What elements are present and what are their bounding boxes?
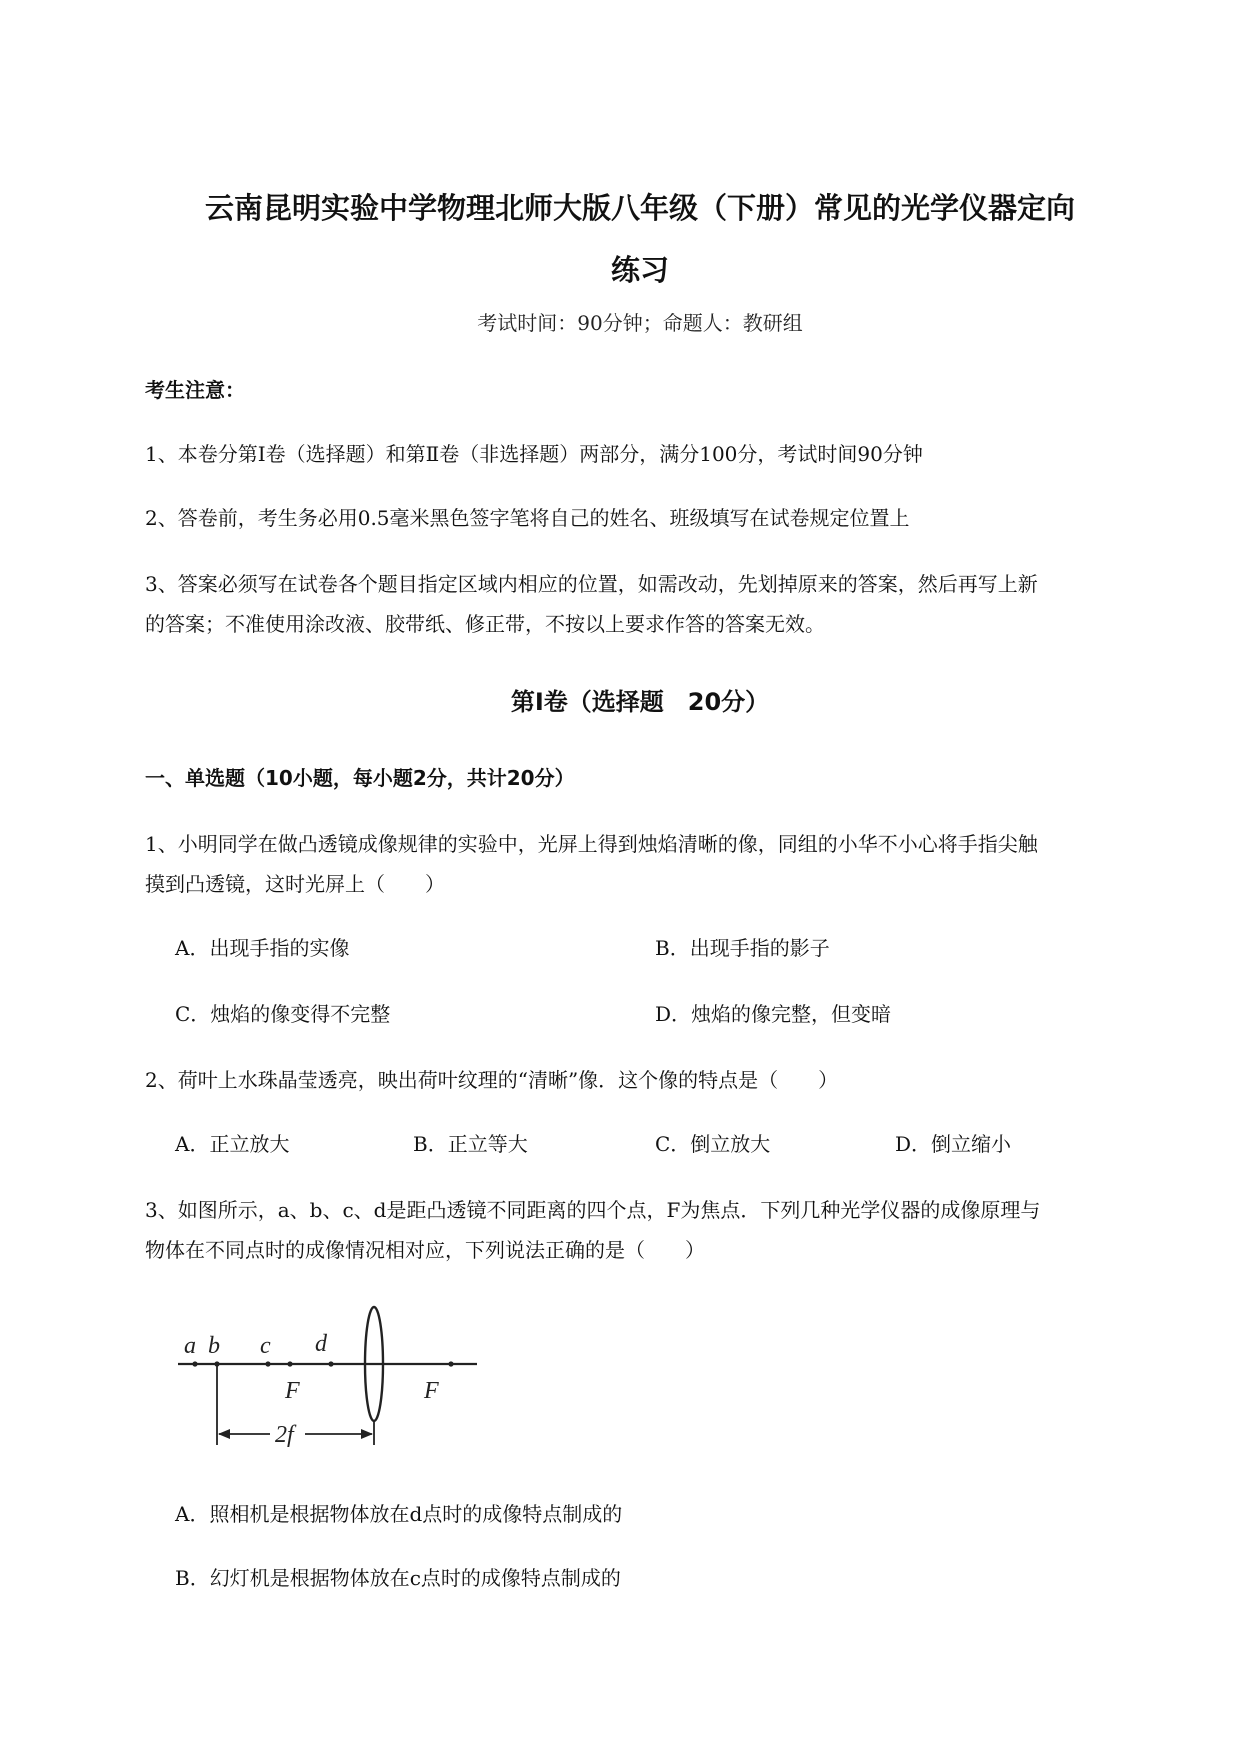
point-d (328, 1361, 333, 1366)
label-2f: 2f (275, 1422, 294, 1448)
section-title: 第Ⅰ卷（选择题 20分） (510, 688, 770, 716)
notice-item-1: 1、本卷分第Ⅰ卷（选择题）和第Ⅱ卷（非选择题）两部分，满分100分，考试时间90分钟 (145, 442, 923, 466)
q1-option-d: D．烛焰的像完整，但变暗 (655, 1002, 892, 1026)
point-f-left (287, 1361, 292, 1366)
exam-title-line1: 云南昆明实验中学物理北师大版八年级（下册）常见的光学仪器定向 (204, 191, 1075, 225)
q1-line2: 摸到凸透镜，这时光屏上（ ） (145, 872, 445, 896)
notice-item-3-line2: 的答案；不准使用涂改液、胶带纸、修正带，不按以上要求作答的答案无效。 (145, 612, 825, 636)
2f-arrowhead-left (218, 1429, 230, 1439)
q3-line1: 3、如图所示，a、b、c、d是距凸透镜不同距离的四个点，F为焦点．下列几种光学仪器的成像原理与 (145, 1198, 1041, 1222)
q2-option-b: B．正立等大 (413, 1132, 528, 1156)
q3-line2: 物体在不同点时的成像情况相对应，下列说法正确的是（ ） (145, 1238, 705, 1262)
point-a (192, 1361, 197, 1366)
q2-option-d: D．倒立缩小 (895, 1132, 1012, 1156)
part-heading: 一、单选题（10小题，每小题2分，共计20分） (145, 766, 575, 790)
q3-option-a: A．照相机是根据物体放在d点时的成像特点制成的 (175, 1502, 623, 1526)
q2-option-c: C．倒立放大 (655, 1132, 771, 1156)
notice-item-3-line1: 3、答案必须写在试卷各个题目指定区域内相应的位置，如需改动，先划掉原来的答案，然后再写上新 (145, 572, 1038, 596)
label-c: c (260, 1333, 271, 1359)
label-f-right: F (424, 1378, 439, 1404)
exam-title-line2: 练习 (610, 253, 669, 287)
2f-arrowhead-right (361, 1429, 373, 1439)
exam-meta: 考试时间：90分钟；命题人：教研组 (477, 311, 803, 335)
label-d: d (315, 1331, 327, 1357)
point-c (265, 1361, 270, 1366)
q1-option-c: C．烛焰的像变得不完整 (175, 1002, 391, 1026)
label-a: a (184, 1333, 196, 1359)
notice-heading: 考生注意： (145, 378, 245, 402)
point-f-right (448, 1361, 453, 1366)
notice-item-2: 2、答卷前，考生务必用0.5毫米黑色签字笔将自己的姓名、班级填写在试卷规定位置上 (145, 506, 910, 530)
q1-option-a: A．出现手指的实像 (175, 936, 350, 960)
q1-line1: 1、小明同学在做凸透镜成像规律的实验中，光屏上得到烛焰清晰的像，同组的小华不小心将手指尖触 (145, 832, 1038, 856)
q1-option-b: B．出现手指的影子 (655, 936, 830, 960)
q2-line1: 2、荷叶上水珠晶莹透亮，映出荷叶纹理的“清晰”像．这个像的特点是（ ） (145, 1068, 839, 1092)
q3-option-b: B．幻灯机是根据物体放在c点时的成像特点制成的 (175, 1566, 621, 1590)
lens-diagram (175, 1300, 485, 1455)
q2-option-a: A．正立放大 (175, 1132, 290, 1156)
label-f-left: F (285, 1378, 300, 1404)
label-b: b (208, 1333, 220, 1359)
